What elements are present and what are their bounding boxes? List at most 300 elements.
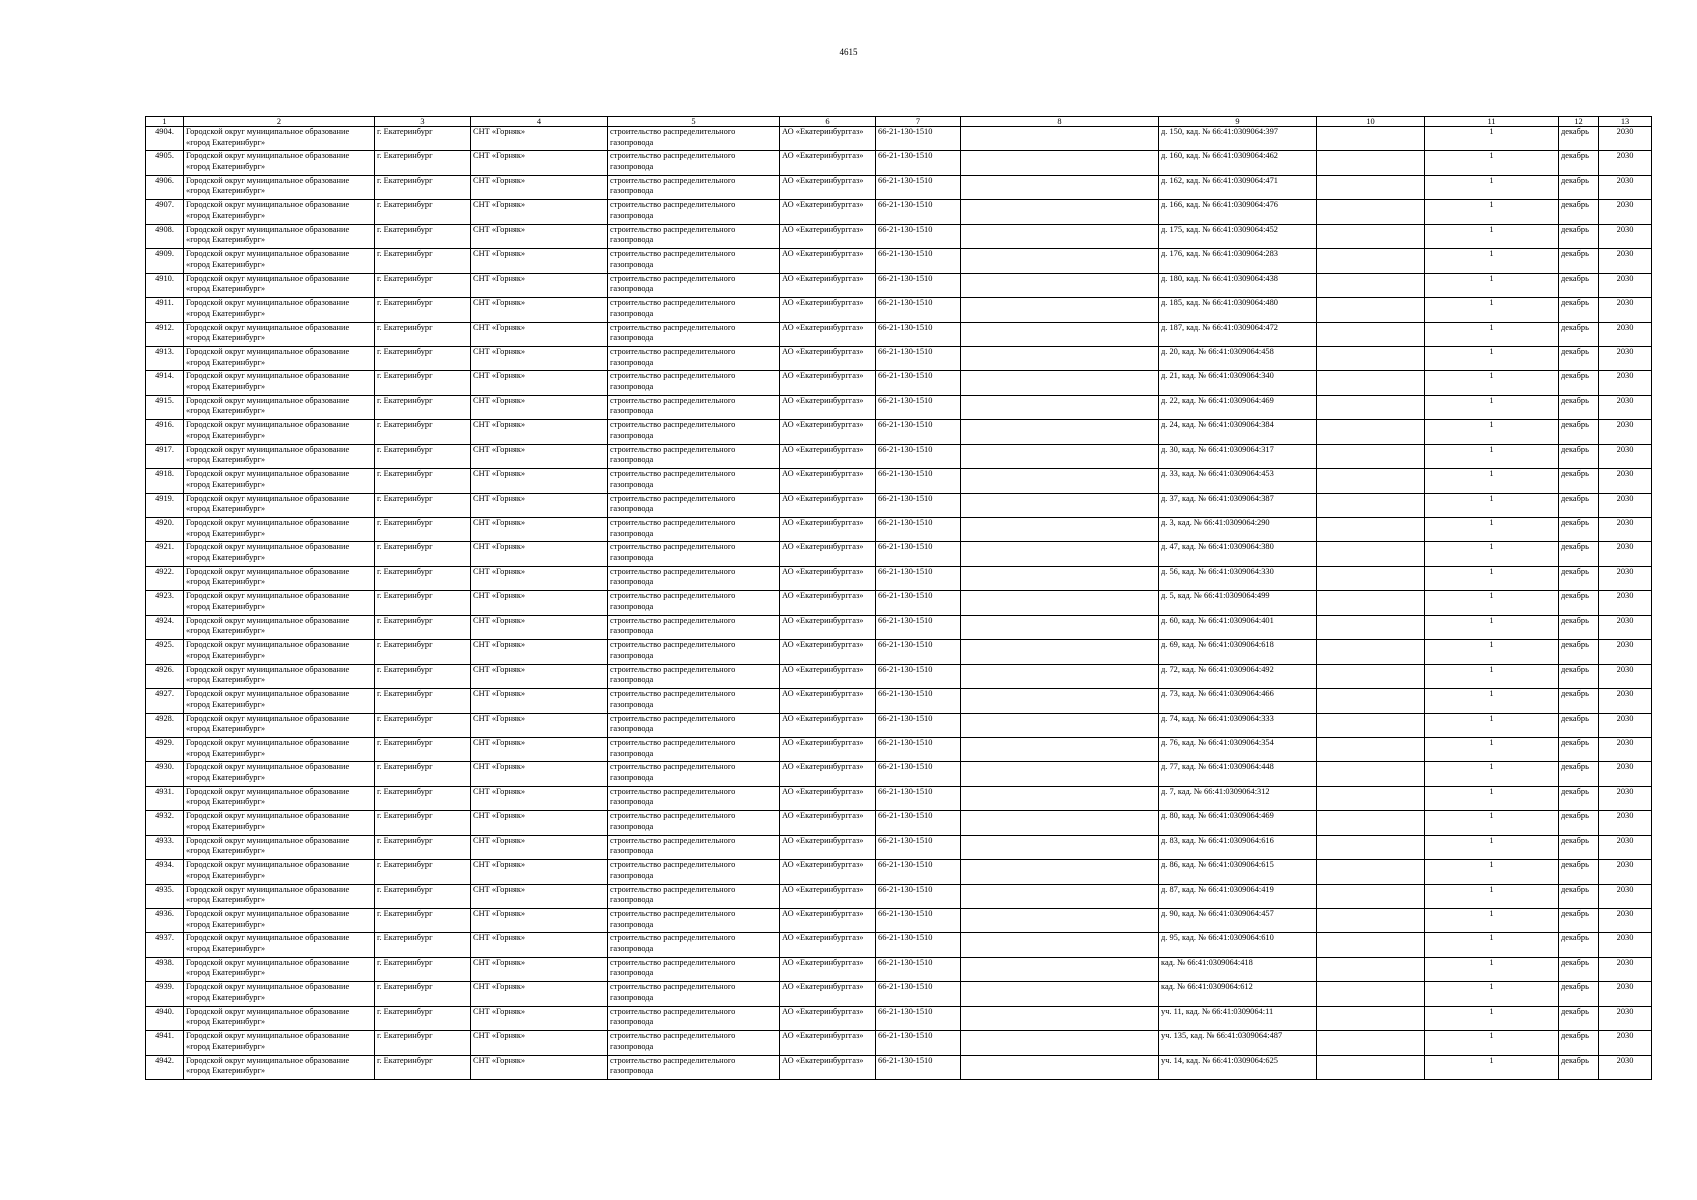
empty-cell-8	[961, 957, 1159, 981]
month-cell	[1559, 982, 1599, 1006]
month-cell	[1559, 224, 1599, 248]
city-cell	[375, 298, 471, 322]
municipality-cell-text: «город Екатеринбург»	[186, 1066, 266, 1076]
code-cell-text: 66-21-130-1510	[878, 566, 933, 576]
municipality-cell-text: Городской округ муниципальное образование	[186, 762, 350, 772]
count-cell	[1425, 175, 1559, 199]
operator-cell	[780, 127, 876, 151]
work-type-cell	[608, 835, 780, 859]
municipality-cell-text: «город Екатеринбург»	[186, 553, 266, 563]
work-type-cell-text: газопровода	[610, 1041, 654, 1051]
count-cell-text: 1	[1489, 420, 1494, 430]
municipality-cell-text: «город Екатеринбург»	[186, 479, 266, 489]
year-cell	[1599, 737, 1652, 761]
table-row	[146, 1006, 1652, 1030]
count-cell-text: 1	[1489, 762, 1494, 772]
work-type-cell-text: строительство распределительного	[610, 689, 736, 699]
snt-cell-text: СНТ «Горняк»	[473, 591, 526, 601]
empty-cell-8	[961, 518, 1159, 542]
code-cell	[876, 493, 961, 517]
work-type-cell	[608, 909, 780, 933]
empty-cell-8	[961, 1006, 1159, 1030]
table-row	[146, 298, 1652, 322]
city-cell-text: г. Екатеринбург	[377, 175, 433, 185]
work-type-cell	[608, 322, 780, 346]
snt-cell	[471, 835, 608, 859]
address-cell-text: кад. № 66:41:0309064:418	[1161, 957, 1253, 967]
month-cell-text: декабрь	[1561, 542, 1589, 552]
city-cell-text: г. Екатеринбург	[377, 982, 433, 992]
code-cell-text: 66-21-130-1510	[878, 298, 933, 308]
operator-cell-text: АО «Екатеринбурггаз»	[782, 909, 864, 918]
address-cell-text: д. 7, кад. № 66:41:0309064:312	[1161, 786, 1270, 796]
code-cell-text: 66-21-130-1510	[878, 224, 933, 234]
month-cell	[1559, 640, 1599, 664]
month-cell-text: декабрь	[1561, 346, 1589, 356]
month-cell-text: декабрь	[1561, 371, 1589, 381]
year-cell-text: 2030	[1616, 395, 1634, 405]
month-cell-text: декабрь	[1561, 518, 1589, 527]
empty-cell-10	[1317, 909, 1425, 933]
operator-cell	[780, 860, 876, 884]
count-cell	[1425, 469, 1559, 493]
row-number-cell	[146, 762, 184, 786]
work-type-cell-text: газопровода	[610, 1017, 654, 1027]
code-cell-text: 66-21-130-1510	[878, 420, 933, 430]
work-type-cell-text: строительство распределительного	[610, 249, 736, 259]
city-cell	[375, 420, 471, 444]
snt-cell	[471, 615, 608, 639]
address-cell	[1159, 762, 1317, 786]
month-cell	[1559, 1031, 1599, 1055]
snt-cell	[471, 249, 608, 273]
snt-cell-text: СНТ «Горняк»	[473, 298, 526, 308]
month-cell-text: декабрь	[1561, 298, 1589, 308]
address-cell	[1159, 322, 1317, 346]
empty-cell-10	[1317, 1006, 1425, 1030]
year-cell-text: 2030	[1616, 518, 1634, 527]
code-cell	[876, 713, 961, 737]
snt-cell-text: СНТ «Горняк»	[473, 395, 526, 405]
work-type-cell-text: газопровода	[610, 259, 654, 269]
snt-cell	[471, 811, 608, 835]
work-type-cell-text: строительство распределительного	[610, 909, 736, 918]
code-cell	[876, 884, 961, 908]
snt-cell	[471, 469, 608, 493]
municipality-cell	[184, 1031, 375, 1055]
snt-cell	[471, 566, 608, 590]
operator-cell-text: АО «Екатеринбурггаз»	[782, 640, 864, 650]
address-cell	[1159, 860, 1317, 884]
snt-cell	[471, 786, 608, 810]
snt-cell	[471, 909, 608, 933]
municipality-cell-text: Городской округ муниципальное образование	[186, 615, 350, 625]
code-cell	[876, 982, 961, 1006]
row-number-cell-text: 4922.	[155, 566, 174, 576]
address-cell-text: д. 175, кад. № 66:41:0309064:452	[1161, 224, 1278, 234]
address-cell-text: д. 30, кад. № 66:41:0309064:317	[1161, 444, 1274, 454]
municipality-cell	[184, 542, 375, 566]
municipality-cell-text: «город Екатеринбург»	[186, 992, 266, 1002]
work-type-cell	[608, 982, 780, 1006]
work-type-cell-text: строительство распределительного	[610, 1006, 736, 1016]
address-cell	[1159, 175, 1317, 199]
municipality-cell	[184, 860, 375, 884]
month-cell	[1559, 1055, 1599, 1079]
city-cell	[375, 615, 471, 639]
code-cell	[876, 371, 961, 395]
work-type-cell-text: строительство распределительного	[610, 982, 736, 992]
row-number-cell	[146, 224, 184, 248]
row-number-cell	[146, 151, 184, 175]
row-number-cell-text: 4934.	[155, 860, 174, 870]
month-cell	[1559, 249, 1599, 273]
code-cell-text: 66-21-130-1510	[878, 835, 933, 845]
municipality-cell-text: «город Екатеринбург»	[186, 504, 266, 514]
table-row	[146, 151, 1652, 175]
work-type-cell-text: строительство распределительного	[610, 322, 736, 332]
year-cell-text: 2030	[1616, 1055, 1634, 1065]
work-type-cell	[608, 713, 780, 737]
year-cell-text: 2030	[1616, 151, 1634, 161]
work-type-cell-text: строительство распределительного	[610, 957, 736, 967]
count-cell	[1425, 811, 1559, 835]
address-cell-text: уч. 14, кад. № 66:41:0309064:625	[1161, 1055, 1278, 1065]
year-cell-text: 2030	[1616, 664, 1634, 674]
empty-cell-10	[1317, 957, 1425, 981]
work-type-cell	[608, 860, 780, 884]
municipality-cell-text: «город Екатеринбург»	[186, 797, 266, 807]
month-cell-text: декабрь	[1561, 1006, 1589, 1016]
year-cell-text: 2030	[1616, 273, 1634, 283]
count-cell-text: 1	[1489, 298, 1494, 308]
municipality-cell	[184, 713, 375, 737]
operator-cell-text: АО «Екатеринбурггаз»	[782, 273, 864, 283]
snt-cell	[471, 1031, 608, 1055]
count-cell	[1425, 615, 1559, 639]
address-cell	[1159, 1006, 1317, 1030]
code-cell	[876, 200, 961, 224]
snt-cell-text: СНТ «Горняк»	[473, 884, 526, 894]
work-type-cell-text: газопровода	[610, 308, 654, 318]
work-type-cell-text: строительство распределительного	[610, 762, 736, 772]
table-row	[146, 786, 1652, 810]
year-cell	[1599, 811, 1652, 835]
month-cell-text: декабрь	[1561, 615, 1589, 625]
address-cell	[1159, 786, 1317, 810]
year-cell-text: 2030	[1616, 542, 1634, 552]
empty-cell-10	[1317, 298, 1425, 322]
year-cell-text: 2030	[1616, 371, 1634, 381]
address-cell-text: кад. № 66:41:0309064:612	[1161, 982, 1253, 992]
row-number-cell	[146, 542, 184, 566]
year-cell	[1599, 200, 1652, 224]
municipality-cell	[184, 298, 375, 322]
count-cell	[1425, 493, 1559, 517]
city-cell-text: г. Екатеринбург	[377, 1055, 433, 1065]
city-cell-text: г. Екатеринбург	[377, 542, 433, 552]
table-row	[146, 1055, 1652, 1079]
month-cell	[1559, 591, 1599, 615]
column-header-10: 10	[1317, 117, 1425, 127]
city-cell-text: г. Екатеринбург	[377, 420, 433, 430]
row-number-cell-text: 4912.	[155, 322, 174, 332]
operator-cell-text: АО «Екатеринбурггаз»	[782, 1055, 864, 1065]
city-cell	[375, 762, 471, 786]
table-row	[146, 493, 1652, 517]
work-type-cell-text: газопровода	[610, 870, 654, 880]
municipality-cell-text: «город Екатеринбург»	[186, 186, 266, 196]
month-cell	[1559, 835, 1599, 859]
city-cell	[375, 1031, 471, 1055]
code-cell-text: 66-21-130-1510	[878, 322, 933, 332]
municipality-cell-text: Городской округ муниципальное образование	[186, 566, 350, 576]
count-cell	[1425, 957, 1559, 981]
count-cell	[1425, 200, 1559, 224]
code-cell-text: 66-21-130-1510	[878, 127, 933, 136]
work-type-cell-text: строительство распределительного	[610, 615, 736, 625]
row-number-cell-text: 4921.	[155, 542, 174, 552]
address-cell	[1159, 737, 1317, 761]
year-cell	[1599, 640, 1652, 664]
city-cell	[375, 175, 471, 199]
year-cell	[1599, 713, 1652, 737]
work-type-cell-text: строительство распределительного	[610, 1031, 736, 1041]
empty-cell-10	[1317, 346, 1425, 370]
row-number-cell	[146, 175, 184, 199]
work-type-cell-text: строительство распределительного	[610, 395, 736, 405]
month-cell	[1559, 689, 1599, 713]
operator-cell-text: АО «Екатеринбурггаз»	[782, 786, 864, 796]
row-number-cell-text: 4928.	[155, 713, 174, 723]
month-cell-text: декабрь	[1561, 811, 1589, 821]
address-cell-text: д. 47, кад. № 66:41:0309064:380	[1161, 542, 1274, 552]
operator-cell	[780, 200, 876, 224]
city-cell	[375, 249, 471, 273]
month-cell	[1559, 273, 1599, 297]
count-cell	[1425, 786, 1559, 810]
code-cell	[876, 860, 961, 884]
row-number-cell-text: 4914.	[155, 371, 174, 381]
municipality-cell-text: «город Екатеринбург»	[186, 137, 266, 147]
snt-cell-text: СНТ «Горняк»	[473, 566, 526, 576]
city-cell-text: г. Екатеринбург	[377, 909, 433, 918]
work-type-cell-text: строительство распределительного	[610, 566, 736, 576]
municipality-cell-text: Городской округ муниципальное образование	[186, 395, 350, 405]
month-cell	[1559, 175, 1599, 199]
municipality-cell-text: «город Екатеринбург»	[186, 528, 266, 538]
table-row	[146, 957, 1652, 981]
empty-cell-8	[961, 1031, 1159, 1055]
municipality-cell	[184, 469, 375, 493]
work-type-cell-text: строительство распределительного	[610, 273, 736, 283]
code-cell-text: 66-21-130-1510	[878, 640, 933, 650]
month-cell-text: декабрь	[1561, 566, 1589, 576]
municipality-cell-text: «город Екатеринбург»	[186, 284, 266, 294]
address-cell	[1159, 689, 1317, 713]
row-number-cell	[146, 249, 184, 273]
city-cell-text: г. Екатеринбург	[377, 224, 433, 234]
empty-cell-10	[1317, 884, 1425, 908]
row-number-cell-text: 4926.	[155, 664, 174, 674]
work-type-cell-text: строительство распределительного	[610, 713, 736, 723]
work-type-cell-text: строительство распределительного	[610, 811, 736, 821]
count-cell-text: 1	[1489, 909, 1494, 918]
work-type-cell-text: газопровода	[610, 333, 654, 343]
municipality-cell-text: Городской округ муниципальное образование	[186, 346, 350, 356]
municipality-cell-text: «город Екатеринбург»	[186, 333, 266, 343]
work-type-cell-text: строительство распределительного	[610, 737, 736, 747]
row-number-cell-text: 4937.	[155, 933, 174, 943]
snt-cell-text: СНТ «Горняк»	[473, 835, 526, 845]
operator-cell	[780, 713, 876, 737]
row-number-cell	[146, 909, 184, 933]
code-cell	[876, 298, 961, 322]
row-number-cell	[146, 786, 184, 810]
work-type-cell	[608, 298, 780, 322]
empty-cell-8	[961, 640, 1159, 664]
work-type-cell-text: строительство распределительного	[610, 127, 736, 136]
work-type-cell-text: газопровода	[610, 162, 654, 172]
year-cell	[1599, 542, 1652, 566]
month-cell	[1559, 151, 1599, 175]
work-type-cell-text: газопровода	[610, 797, 654, 807]
table-row	[146, 591, 1652, 615]
work-type-cell-text: строительство распределительного	[610, 420, 736, 430]
code-cell	[876, 395, 961, 419]
work-type-cell-text: газопровода	[610, 944, 654, 954]
column-number-row	[146, 117, 1652, 127]
snt-cell-text: СНТ «Горняк»	[473, 933, 526, 943]
municipality-cell-text: Городской округ муниципальное образование	[186, 1031, 350, 1041]
municipality-cell	[184, 1055, 375, 1079]
count-cell-text: 1	[1489, 786, 1494, 796]
year-cell	[1599, 909, 1652, 933]
month-cell-text: декабрь	[1561, 1031, 1589, 1041]
operator-cell	[780, 786, 876, 810]
row-number-cell	[146, 200, 184, 224]
year-cell-text: 2030	[1616, 933, 1634, 943]
count-cell-text: 1	[1489, 689, 1494, 699]
code-cell-text: 66-21-130-1510	[878, 957, 933, 967]
year-cell-text: 2030	[1616, 860, 1634, 870]
address-cell	[1159, 224, 1317, 248]
empty-cell-8	[961, 737, 1159, 761]
operator-cell-text: АО «Екатеринбурггаз»	[782, 469, 864, 479]
table-body	[146, 127, 1652, 1080]
month-cell	[1559, 884, 1599, 908]
address-cell-text: д. 150, кад. № 66:41:0309064:397	[1161, 127, 1278, 136]
snt-cell	[471, 200, 608, 224]
code-cell	[876, 957, 961, 981]
city-cell	[375, 860, 471, 884]
operator-cell	[780, 249, 876, 273]
address-cell-text: д. 180, кад. № 66:41:0309064:438	[1161, 273, 1278, 283]
work-type-cell-text: газопровода	[610, 992, 654, 1002]
municipality-cell-text: Городской округ муниципальное образование	[186, 860, 350, 870]
row-number-cell	[146, 566, 184, 590]
municipality-cell	[184, 737, 375, 761]
snt-cell	[471, 957, 608, 981]
operator-cell-text: АО «Екатеринбурггаз»	[782, 957, 864, 967]
city-cell	[375, 664, 471, 688]
operator-cell	[780, 420, 876, 444]
work-type-cell-text: газопровода	[610, 968, 654, 978]
table-row	[146, 175, 1652, 199]
work-type-cell-text: газопровода	[610, 675, 654, 685]
year-cell-text: 2030	[1616, 469, 1634, 479]
empty-cell-8	[961, 395, 1159, 419]
address-cell-text: д. 187, кад. № 66:41:0309064:472	[1161, 322, 1278, 332]
municipality-cell	[184, 224, 375, 248]
city-cell-text: г. Екатеринбург	[377, 640, 433, 650]
snt-cell-text: СНТ «Горняк»	[473, 151, 526, 161]
work-type-cell-text: строительство распределительного	[610, 1055, 736, 1065]
work-type-cell-text: строительство распределительного	[610, 346, 736, 356]
city-cell	[375, 371, 471, 395]
count-cell-text: 1	[1489, 395, 1494, 405]
operator-cell-text: АО «Екатеринбурггаз»	[782, 127, 864, 136]
work-type-cell	[608, 151, 780, 175]
empty-cell-10	[1317, 566, 1425, 590]
year-cell	[1599, 346, 1652, 370]
address-cell	[1159, 1055, 1317, 1079]
empty-cell-10	[1317, 395, 1425, 419]
snt-cell-text: СНТ «Горняк»	[473, 762, 526, 772]
municipality-cell-text: Городской округ муниципальное образование	[186, 444, 350, 454]
address-cell	[1159, 444, 1317, 468]
month-cell	[1559, 713, 1599, 737]
city-cell	[375, 713, 471, 737]
year-cell	[1599, 835, 1652, 859]
work-type-cell-text: газопровода	[610, 699, 654, 709]
city-cell-text: г. Екатеринбург	[377, 200, 433, 210]
work-type-cell-text: газопровода	[610, 846, 654, 856]
work-type-cell	[608, 884, 780, 908]
count-cell	[1425, 737, 1559, 761]
municipality-cell-text: «город Екатеринбург»	[186, 870, 266, 880]
work-type-cell-text: строительство распределительного	[610, 591, 736, 601]
table-row	[146, 566, 1652, 590]
work-type-cell	[608, 273, 780, 297]
snt-cell	[471, 371, 608, 395]
count-cell	[1425, 1006, 1559, 1030]
municipality-cell-text: Городской округ муниципальное образование	[186, 933, 350, 943]
snt-cell	[471, 346, 608, 370]
snt-cell-text: СНТ «Горняк»	[473, 860, 526, 870]
work-type-cell-text: газопровода	[610, 455, 654, 465]
municipality-cell	[184, 811, 375, 835]
work-type-cell-text: газопровода	[610, 919, 654, 929]
count-cell-text: 1	[1489, 493, 1494, 503]
month-cell-text: декабрь	[1561, 884, 1589, 894]
work-type-cell-text: газопровода	[610, 504, 654, 514]
year-cell-text: 2030	[1616, 175, 1634, 185]
snt-cell-text: СНТ «Горняк»	[473, 737, 526, 747]
municipality-cell-text: «город Екатеринбург»	[186, 381, 266, 391]
address-cell	[1159, 420, 1317, 444]
municipality-cell	[184, 493, 375, 517]
municipality-cell-text: Городской округ муниципальное образование	[186, 420, 350, 430]
operator-cell-text: АО «Екатеринбурггаз»	[782, 322, 864, 332]
year-cell	[1599, 175, 1652, 199]
city-cell	[375, 957, 471, 981]
city-cell-text: г. Екатеринбург	[377, 371, 433, 381]
table-row	[146, 713, 1652, 737]
municipality-cell-text: «город Екатеринбург»	[186, 675, 266, 685]
table-row	[146, 444, 1652, 468]
month-cell-text: декабрь	[1561, 127, 1589, 136]
